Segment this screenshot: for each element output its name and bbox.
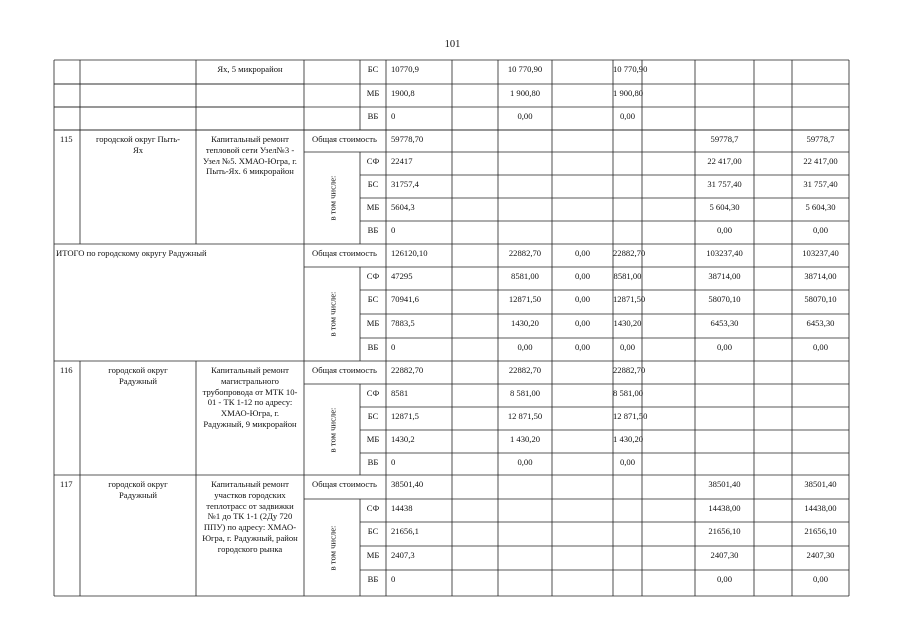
funding-source: СФ bbox=[366, 503, 380, 513]
sub-row-c7: 1430,20 bbox=[613, 318, 642, 328]
sub-row-total: 2407,3 bbox=[391, 550, 415, 560]
sub-row-c9: 58070,10 bbox=[708, 294, 741, 304]
sub-row-total: 12871,5 bbox=[391, 411, 419, 421]
sub-row-total: 14438 bbox=[391, 503, 413, 513]
top-row-total: 1900,8 bbox=[391, 88, 415, 98]
top-row-total: 0 bbox=[391, 111, 396, 121]
sub-row-total: 0 bbox=[391, 225, 396, 235]
sub-row-c5: 12871,50 bbox=[508, 294, 542, 304]
sub-row-total: 5604,3 bbox=[391, 202, 415, 212]
funding-source: ВБ bbox=[367, 342, 379, 352]
sub-row-c9: 0,00 bbox=[716, 342, 733, 352]
sub-row-c6: 0,00 bbox=[574, 342, 591, 352]
sub-row-c7: 8 581,00 bbox=[613, 388, 644, 398]
sub-row-c9: 0,00 bbox=[716, 574, 733, 584]
sub-row-c7: 8581,00 bbox=[613, 271, 642, 281]
sub-row-c9: 22 417,00 bbox=[707, 156, 742, 166]
sub-row-c6: 0,00 bbox=[574, 294, 591, 304]
sub-row-total: 22417 bbox=[391, 156, 413, 166]
top-row-c5: 10 770,90 bbox=[507, 64, 543, 74]
sub-row-total: 0 bbox=[391, 574, 396, 584]
top-row-c5: 1 900,80 bbox=[509, 88, 541, 98]
general-row-c7: 22882,70 bbox=[613, 365, 646, 375]
sub-row-c11: 0,00 bbox=[812, 225, 829, 235]
sub-row-c9: 6453,30 bbox=[710, 318, 739, 328]
top-row-c7: 0,00 bbox=[619, 111, 636, 121]
general-row-c9: 59778,7 bbox=[710, 134, 739, 144]
incl-label: в том числе: bbox=[326, 407, 337, 452]
general-row-c7: 22882,70 bbox=[613, 248, 646, 258]
sub-row-c5: 1 430,20 bbox=[509, 434, 541, 444]
funding-source: МБ bbox=[366, 202, 380, 212]
sub-row-c7: 12871,50 bbox=[613, 294, 646, 304]
total-cost-label: Общая стоимость bbox=[312, 248, 377, 258]
general-row-c6: 0,00 bbox=[574, 248, 591, 258]
general-row-total: 38501,40 bbox=[391, 479, 424, 489]
row-number: 116 bbox=[60, 365, 73, 375]
incl-label: в том числе: bbox=[326, 175, 337, 221]
sub-row-c5: 12 871,50 bbox=[507, 411, 543, 421]
sub-row-c9: 31 757,40 bbox=[707, 179, 742, 189]
top-row-c7: 10 770,90 bbox=[613, 64, 648, 74]
general-row-c9: 38501,40 bbox=[708, 479, 741, 489]
incl-label: в том числе: bbox=[326, 525, 337, 570]
top-row-c5: 0,00 bbox=[517, 111, 533, 121]
sub-row-c9: 5 604,30 bbox=[709, 202, 740, 212]
summary-label: ИТОГО по городскому округу Радужный bbox=[56, 248, 207, 258]
sub-row-c7: 0,00 bbox=[619, 342, 636, 352]
sub-row-c11: 31 757,40 bbox=[803, 179, 838, 189]
sub-row-c11: 22 417,00 bbox=[803, 156, 838, 166]
sub-row-c9: 14438,00 bbox=[708, 503, 741, 513]
page-number: 101 bbox=[444, 39, 461, 50]
total-cost-label: Общая стоимость bbox=[312, 134, 377, 144]
sub-row-c5: 8 581,00 bbox=[509, 388, 541, 398]
sub-row-c11: 6453,30 bbox=[806, 318, 835, 328]
sub-row-c7: 0,00 bbox=[619, 457, 636, 467]
funding-source: МБ bbox=[366, 88, 380, 98]
funding-source: МБ bbox=[366, 318, 380, 328]
funding-source: БС bbox=[367, 179, 379, 189]
general-row-total: 126120,10 bbox=[391, 248, 428, 258]
row-number: 115 bbox=[60, 134, 73, 144]
total-cost-label: Общая стоимость bbox=[312, 365, 377, 375]
sub-row-c11: 14438,00 bbox=[804, 503, 837, 513]
municipality: городской округ Пыть-Ях bbox=[95, 134, 181, 155]
funding-source: БС bbox=[367, 64, 379, 74]
sub-row-total: 0 bbox=[391, 342, 396, 352]
top-row-total: 10770,9 bbox=[391, 64, 419, 74]
sub-row-c9: 0,00 bbox=[716, 225, 733, 235]
sub-row-c5: 8581,00 bbox=[511, 271, 539, 281]
general-row-c11: 38501,40 bbox=[804, 479, 837, 489]
sub-row-c7: 1 430,20 bbox=[613, 434, 644, 444]
funding-source: БС bbox=[367, 411, 379, 421]
sub-row-c11: 21656,10 bbox=[804, 526, 837, 536]
sub-row-c5: 1430,20 bbox=[511, 318, 539, 328]
sub-row-c11: 2407,30 bbox=[806, 550, 835, 560]
object-name: Капитальный ремонт магистрального трубопровода от МТК 10-01 - ТК 1-12 по адресу: ХМАО-Югра, г. Радужный, 9 микрорайон bbox=[202, 365, 298, 429]
funding-source: ВБ bbox=[367, 111, 379, 121]
sub-row-c7: 12 871,50 bbox=[613, 411, 648, 421]
sub-row-c11: 5 604,30 bbox=[805, 202, 836, 212]
funding-source: ВБ bbox=[367, 225, 379, 235]
funding-source: МБ bbox=[366, 434, 380, 444]
general-row-c11: 103237,40 bbox=[802, 248, 839, 258]
funding-source: СФ bbox=[366, 388, 380, 398]
general-row-total: 59778,70 bbox=[391, 134, 424, 144]
object-name: Ях, 5 микрорайон bbox=[217, 64, 283, 74]
incl-label: в том числе: bbox=[326, 291, 337, 337]
general-row-c5: 22882,70 bbox=[508, 248, 542, 258]
sub-row-c9: 21656,10 bbox=[708, 526, 741, 536]
sub-row-total: 31757,4 bbox=[391, 179, 419, 189]
sub-row-total: 0 bbox=[391, 457, 396, 467]
municipality: городской округ Радужный bbox=[108, 479, 168, 500]
general-row-total: 22882,70 bbox=[391, 365, 424, 375]
sub-row-total: 70941,6 bbox=[391, 294, 419, 304]
sub-row-c6: 0,00 bbox=[574, 271, 591, 281]
funding-source: СФ bbox=[366, 156, 380, 166]
sub-row-c5: 0,00 bbox=[517, 342, 533, 352]
total-cost-label: Общая стоимость bbox=[312, 479, 377, 489]
sub-row-c6: 0,00 bbox=[574, 318, 591, 328]
sub-row-total: 8581 bbox=[391, 388, 409, 398]
object-name: Капитальный ремонт участков городских теплотрасс от задвижки №1 до ТК 1-1 (2Ду 720 ППУ) по адресу: ХМАО-Югра, г. Радужный, район городского рынка bbox=[202, 479, 298, 554]
object-name: Капитальный ремонт тепловой сети Узел№3 - Узел №5. ХМАО-Югра, г. Пыть-Ях. 6 микрорайон bbox=[203, 134, 297, 177]
row-number: 117 bbox=[60, 479, 73, 489]
funding-source: ВБ bbox=[367, 457, 379, 467]
sub-row-c11: 0,00 bbox=[812, 574, 829, 584]
sub-row-total: 21656,1 bbox=[391, 526, 419, 536]
sub-row-total: 7883,5 bbox=[391, 318, 415, 328]
funding-source: МБ bbox=[366, 550, 380, 560]
municipality: городской округ Радужный bbox=[108, 365, 168, 386]
sub-row-c9: 38714,00 bbox=[708, 271, 741, 281]
sub-row-c9: 2407,30 bbox=[710, 550, 739, 560]
sub-row-c11: 38714,00 bbox=[804, 271, 837, 281]
sub-row-c11: 58070,10 bbox=[804, 294, 837, 304]
funding-source: СФ bbox=[366, 271, 380, 281]
sub-row-c5: 0,00 bbox=[517, 457, 533, 467]
sub-row-total: 1430,2 bbox=[391, 434, 415, 444]
funding-source: БС bbox=[367, 294, 379, 304]
funding-source: ВБ bbox=[367, 574, 379, 584]
general-row-c11: 59778,7 bbox=[806, 134, 835, 144]
top-row-c7: 1 900,80 bbox=[613, 88, 644, 98]
funding-source: БС bbox=[367, 526, 379, 536]
general-row-c5: 22882,70 bbox=[508, 365, 542, 375]
sub-row-c11: 0,00 bbox=[812, 342, 829, 352]
general-row-c9: 103237,40 bbox=[706, 248, 743, 258]
sub-row-total: 47295 bbox=[391, 271, 413, 281]
